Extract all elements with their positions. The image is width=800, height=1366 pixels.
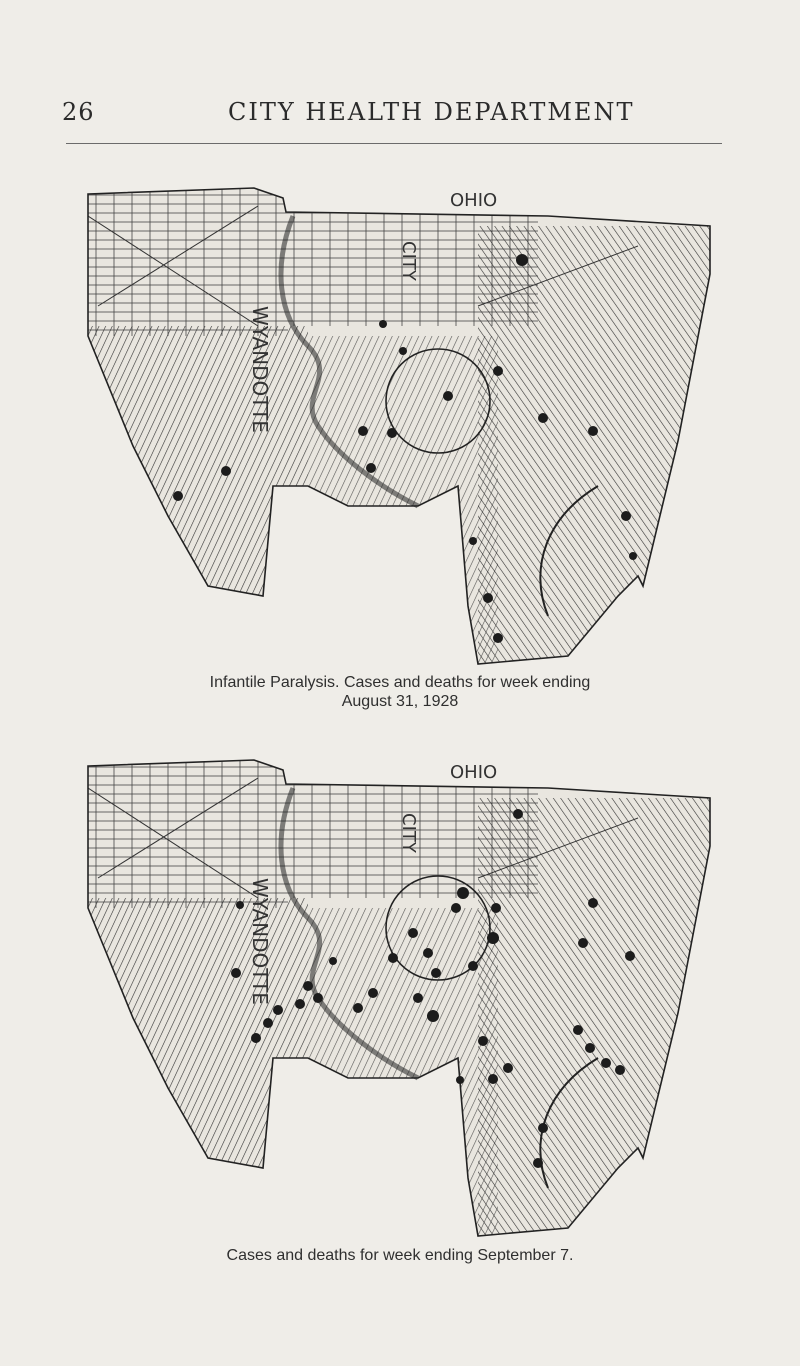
map-label-city: CITY (398, 813, 419, 853)
case-marker (366, 463, 376, 473)
case-marker (503, 1063, 513, 1073)
map-label-river: OHIO (450, 762, 498, 783)
case-marker (413, 993, 423, 1003)
case-marker (399, 347, 407, 355)
case-marker (457, 887, 469, 899)
case-marker (585, 1043, 595, 1053)
case-marker (387, 428, 397, 438)
case-marker (615, 1065, 625, 1075)
case-marker (468, 961, 478, 971)
case-marker (493, 366, 503, 376)
case-marker (358, 426, 368, 436)
map-label-county: WYANDOTTE (248, 306, 272, 433)
case-marker (478, 1036, 488, 1046)
case-marker (516, 254, 528, 266)
city-map-drawing (78, 758, 718, 1238)
city-map-september-7 (78, 758, 718, 1238)
case-marker (578, 938, 588, 948)
case-marker (533, 1158, 543, 1168)
case-marker (493, 633, 503, 643)
case-marker (295, 999, 305, 1009)
running-head: CITY HEALTH DEPARTMENT (228, 98, 635, 126)
map-caption: Cases and deaths for week ending September 7. (226, 1247, 574, 1264)
case-marker (221, 466, 231, 476)
case-marker (251, 1033, 261, 1043)
map-caption-line-2: August 31, 1928 (341, 693, 459, 710)
case-marker (487, 932, 499, 944)
case-marker (408, 928, 418, 938)
case-marker (353, 1003, 363, 1013)
case-marker (573, 1025, 583, 1035)
case-marker (443, 391, 453, 401)
case-marker (601, 1058, 611, 1068)
case-marker (263, 1018, 273, 1028)
case-marker (231, 968, 241, 978)
case-marker (588, 426, 598, 436)
case-marker (451, 903, 461, 913)
case-marker (427, 1010, 439, 1022)
case-marker (368, 988, 378, 998)
case-marker (456, 1076, 464, 1084)
map-label-county: WYANDOTTE (248, 878, 272, 1005)
case-marker (483, 593, 493, 603)
case-marker (379, 320, 387, 328)
case-marker (273, 1005, 283, 1015)
case-marker (173, 491, 183, 501)
case-marker (488, 1074, 498, 1084)
map-caption-line-1: Infantile Paralysis. Cases and deaths for week ending (209, 674, 591, 691)
case-marker (538, 1123, 548, 1133)
case-marker (431, 968, 441, 978)
case-marker (629, 552, 637, 560)
case-marker (313, 993, 323, 1003)
case-marker (513, 809, 523, 819)
city-map-august-31 (78, 186, 718, 666)
map-label-river: OHIO (450, 190, 498, 211)
case-marker (469, 537, 477, 545)
page-number: 26 (62, 98, 95, 126)
case-marker (588, 898, 598, 908)
case-marker (388, 953, 398, 963)
case-marker (303, 981, 313, 991)
case-marker (236, 901, 244, 909)
case-marker (538, 413, 548, 423)
header-rule (66, 143, 722, 144)
case-marker (491, 903, 501, 913)
case-marker (423, 948, 433, 958)
case-marker (621, 511, 631, 521)
city-map-drawing (78, 186, 718, 666)
case-marker (625, 951, 635, 961)
case-marker (329, 957, 337, 965)
map-label-city: CITY (398, 241, 419, 281)
